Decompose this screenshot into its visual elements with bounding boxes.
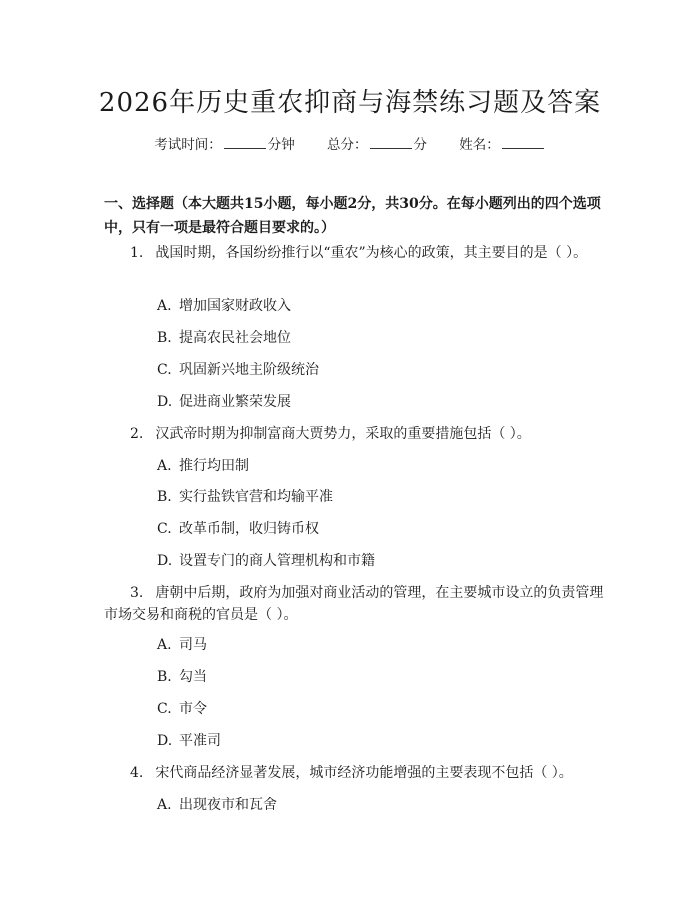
- question-text: 唐朝中后期，政府为加强对商业活动的管理，在主要城市设立的负责管理市场交易和商税的官员是（ ）。: [104, 585, 604, 623]
- option-letter: A.: [157, 797, 172, 813]
- question-3: [104, 582, 604, 626]
- option-text: 平准司: [179, 733, 221, 749]
- question-text: 宋代商品经济显著发展，城市经济功能增强的主要表现不包括（ ）。: [155, 765, 573, 781]
- question-2: [104, 423, 604, 445]
- option-letter: A.: [157, 298, 172, 314]
- question-2-option-c: [157, 519, 319, 539]
- option-text: 市令: [179, 701, 207, 717]
- option-text: 实行盐铁官营和均输平准: [179, 489, 333, 505]
- option-text: 司马: [179, 637, 207, 653]
- question-3-option-c: [157, 699, 207, 719]
- section-heading: 一、选择题（本大题共15小题，每小题2分，共30分。在每小题列出的四个选项中，只有一项是最符合题目要求的。）: [104, 196, 601, 236]
- question-text: 汉武帝时期为抑制富商大贾势力，采取的重要措施包括（ ）。: [155, 426, 531, 442]
- page-title: 2026年历史重农抑商与海禁练习题及答案: [98, 88, 602, 118]
- question-1: [104, 242, 604, 264]
- option-letter: D.: [157, 394, 173, 410]
- option-letter: C.: [157, 701, 172, 717]
- question-3-option-a: [157, 635, 207, 655]
- total-score-blank: [370, 136, 412, 149]
- option-text: 出现夜市和瓦舍: [179, 797, 277, 813]
- exam-time-field: [154, 137, 299, 153]
- question-1-option-b: [157, 328, 291, 348]
- question-2-option-a: [157, 456, 249, 476]
- option-text: 增加国家财政收入: [179, 298, 291, 314]
- option-text: 推行均田制: [179, 458, 249, 474]
- option-letter: D.: [157, 553, 173, 569]
- exam-time-unit: 分钟: [267, 137, 295, 153]
- option-text: 巩固新兴地主阶级统治: [179, 362, 319, 378]
- question-1-option-a: [157, 296, 291, 316]
- student-name-label: 姓名：: [459, 137, 500, 153]
- option-text: 改革币制，收归铸币权: [179, 521, 319, 537]
- question-number: 2.: [130, 426, 144, 442]
- option-text: 提高农民社会地位: [179, 330, 291, 346]
- option-letter: A.: [157, 637, 172, 653]
- option-text: 勾当: [179, 669, 207, 685]
- question-2-option-b: [157, 487, 333, 507]
- question-text: 战国时期，各国纷纷推行以“重农”为核心的政策，其主要目的是（ ）。: [155, 245, 588, 261]
- student-name-blank: [502, 136, 544, 149]
- question-4-option-a: [157, 795, 277, 815]
- option-text: 设置专门的商人管理机构和市籍: [179, 553, 375, 569]
- question-number: 1.: [130, 245, 144, 261]
- question-1-option-d: [157, 392, 291, 412]
- option-letter: B.: [157, 669, 172, 685]
- total-score-unit: 分: [413, 137, 427, 153]
- question-3-option-d: [157, 731, 221, 751]
- option-letter: B.: [157, 330, 172, 346]
- option-letter: B.: [157, 489, 172, 505]
- exam-time-label: 考试时间：: [154, 137, 222, 153]
- question-4: [104, 762, 604, 784]
- question-3-option-b: [157, 667, 207, 687]
- option-letter: C.: [157, 362, 172, 378]
- option-letter: C.: [157, 521, 172, 537]
- exam-meta-line: [0, 133, 700, 153]
- option-text: 促进商业繁荣发展: [179, 394, 291, 410]
- question-number: 3.: [130, 585, 144, 601]
- question-1-option-c: [157, 360, 319, 380]
- option-letter: D.: [157, 733, 173, 749]
- exam-time-blank: [224, 136, 266, 149]
- student-name-field: [459, 137, 546, 153]
- option-letter: A.: [157, 458, 172, 474]
- question-number: 4.: [130, 765, 144, 781]
- question-2-option-d: [157, 551, 375, 571]
- total-score-field: [327, 137, 431, 153]
- total-score-label: 总分：: [327, 137, 368, 153]
